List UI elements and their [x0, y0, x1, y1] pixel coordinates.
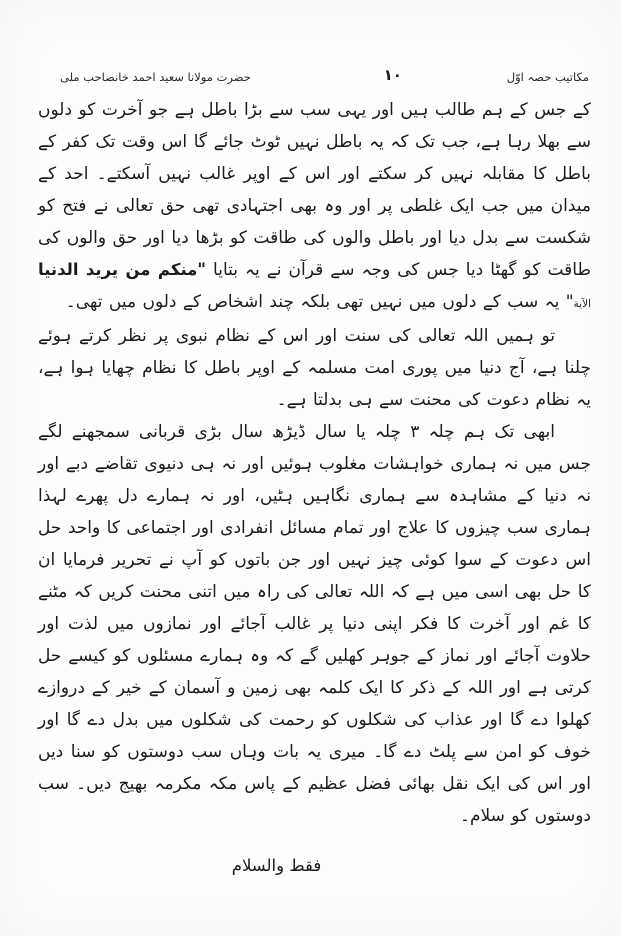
text-run: ابھی تک ہم چلہ ٣ چلہ یا سال ڈیڑھ سال بڑی قربانی سمجھنے لگے جس میں نہ ہماری خواہشات مغلوب ہوئیں اور نہ ہی دنیوی تقاضے دبے اور نہ دنیا کے مشاہدہ سے ہماری نگاہیں ہٹیں، اور نہ ہمارے دل پھرے لہذا ہماری سب چیزوں کا علاج اور تمام مسائل انفرادی اور اجتماعی کا واحد حل اس دعوت کے سوا کوئی چیز نہیں اور جن باتوں کو آپ نے تحریر فرمایا ان کا حل بھی اسی میں ہے کہ اللہ تعالی کی راہ میں اتنی محنت کریں کہ مٹنے کا غم اور آخرت کا فکر اپنی دنیا پر غالب آجائے اور نمازوں میں لذت اور حلاوت آجائے اور نماز کے جوہر کھلیں گے کہ وہ ہمارے مسئلوں کو کیسے حل کرتی ہے اور اللہ کے ذکر کا ایک کلمہ بھی زمین و آسمان کے خیر کے دروازے کھلوا دے گا اور عذاب کی شکلوں کو رحمت کی شکلوں میں بدل دے گا اور خوف کو امن سے پلٹ دے گا۔ میری یہ بات وہاں سب دوستوں کو سنا دیں اور اس کی ایک نقل بھائی فضل عظیم کے پاس مکہ مکرمہ بھیج دیں۔ سب دوستوں کو سلام۔	[38, 422, 591, 826]
quran-quote: "منكم من يريد الدنيا	[38, 260, 206, 279]
page-number: ١٠	[383, 66, 402, 84]
header-book-title: مکاتیب حصہ اوّل	[506, 70, 589, 84]
quote-reference-note: الآية	[573, 298, 591, 310]
letter-body-text	[38, 94, 591, 832]
header-author-title: حضرت مولانا سعید احمد خانصاحب ملی	[60, 70, 251, 84]
text-run: کے جس کے ہم طالب ہیں اور یہی سب سے بڑا باطل ہے جو آخرت کو دلوں سے بھلا رہا ہے، جب تک کہ یہ باطل نہیں ٹوٹ جائے گا اس وقت تک کفر کے باطل کا مقابلہ نہیں کر سکتے اور اس کے اوپر غالب نہیں آسکتے۔ احد کے میدان میں جب ایک غلطی پر اور وہ بھی اجتہادی تھی حق تعالی نے فتح کو شکست سے بدل دیا اور باطل والوں کی طاقت کو بڑھا دیا اور حق والوں کی طاقت کو گھٹا دیا جس کی وجہ سے قرآن نے یہ بتایا	[38, 100, 592, 280]
closing-salutation: فقط والسلام	[231, 856, 322, 875]
page-header	[60, 66, 589, 84]
paragraph	[38, 94, 591, 320]
text-run: تو ہمیں اللہ تعالی کی سنت اور اس کے نظام نبوی پر نظر کرتے ہوئے چلنا ہے، آج دنیا میں پوری امت مسلمہ کے اوپر باطل کا نظام چھایا ہوا ہے، یہ نظام دعوت کی محنت سے ہی بدلتا ہے۔	[38, 326, 591, 410]
text-run: " یہ سب کے دلوں میں نہیں تھی بلکہ چند اشخاص کے دلوں میں تھی۔	[65, 292, 574, 312]
paragraph	[38, 320, 591, 416]
paragraph	[38, 416, 591, 832]
